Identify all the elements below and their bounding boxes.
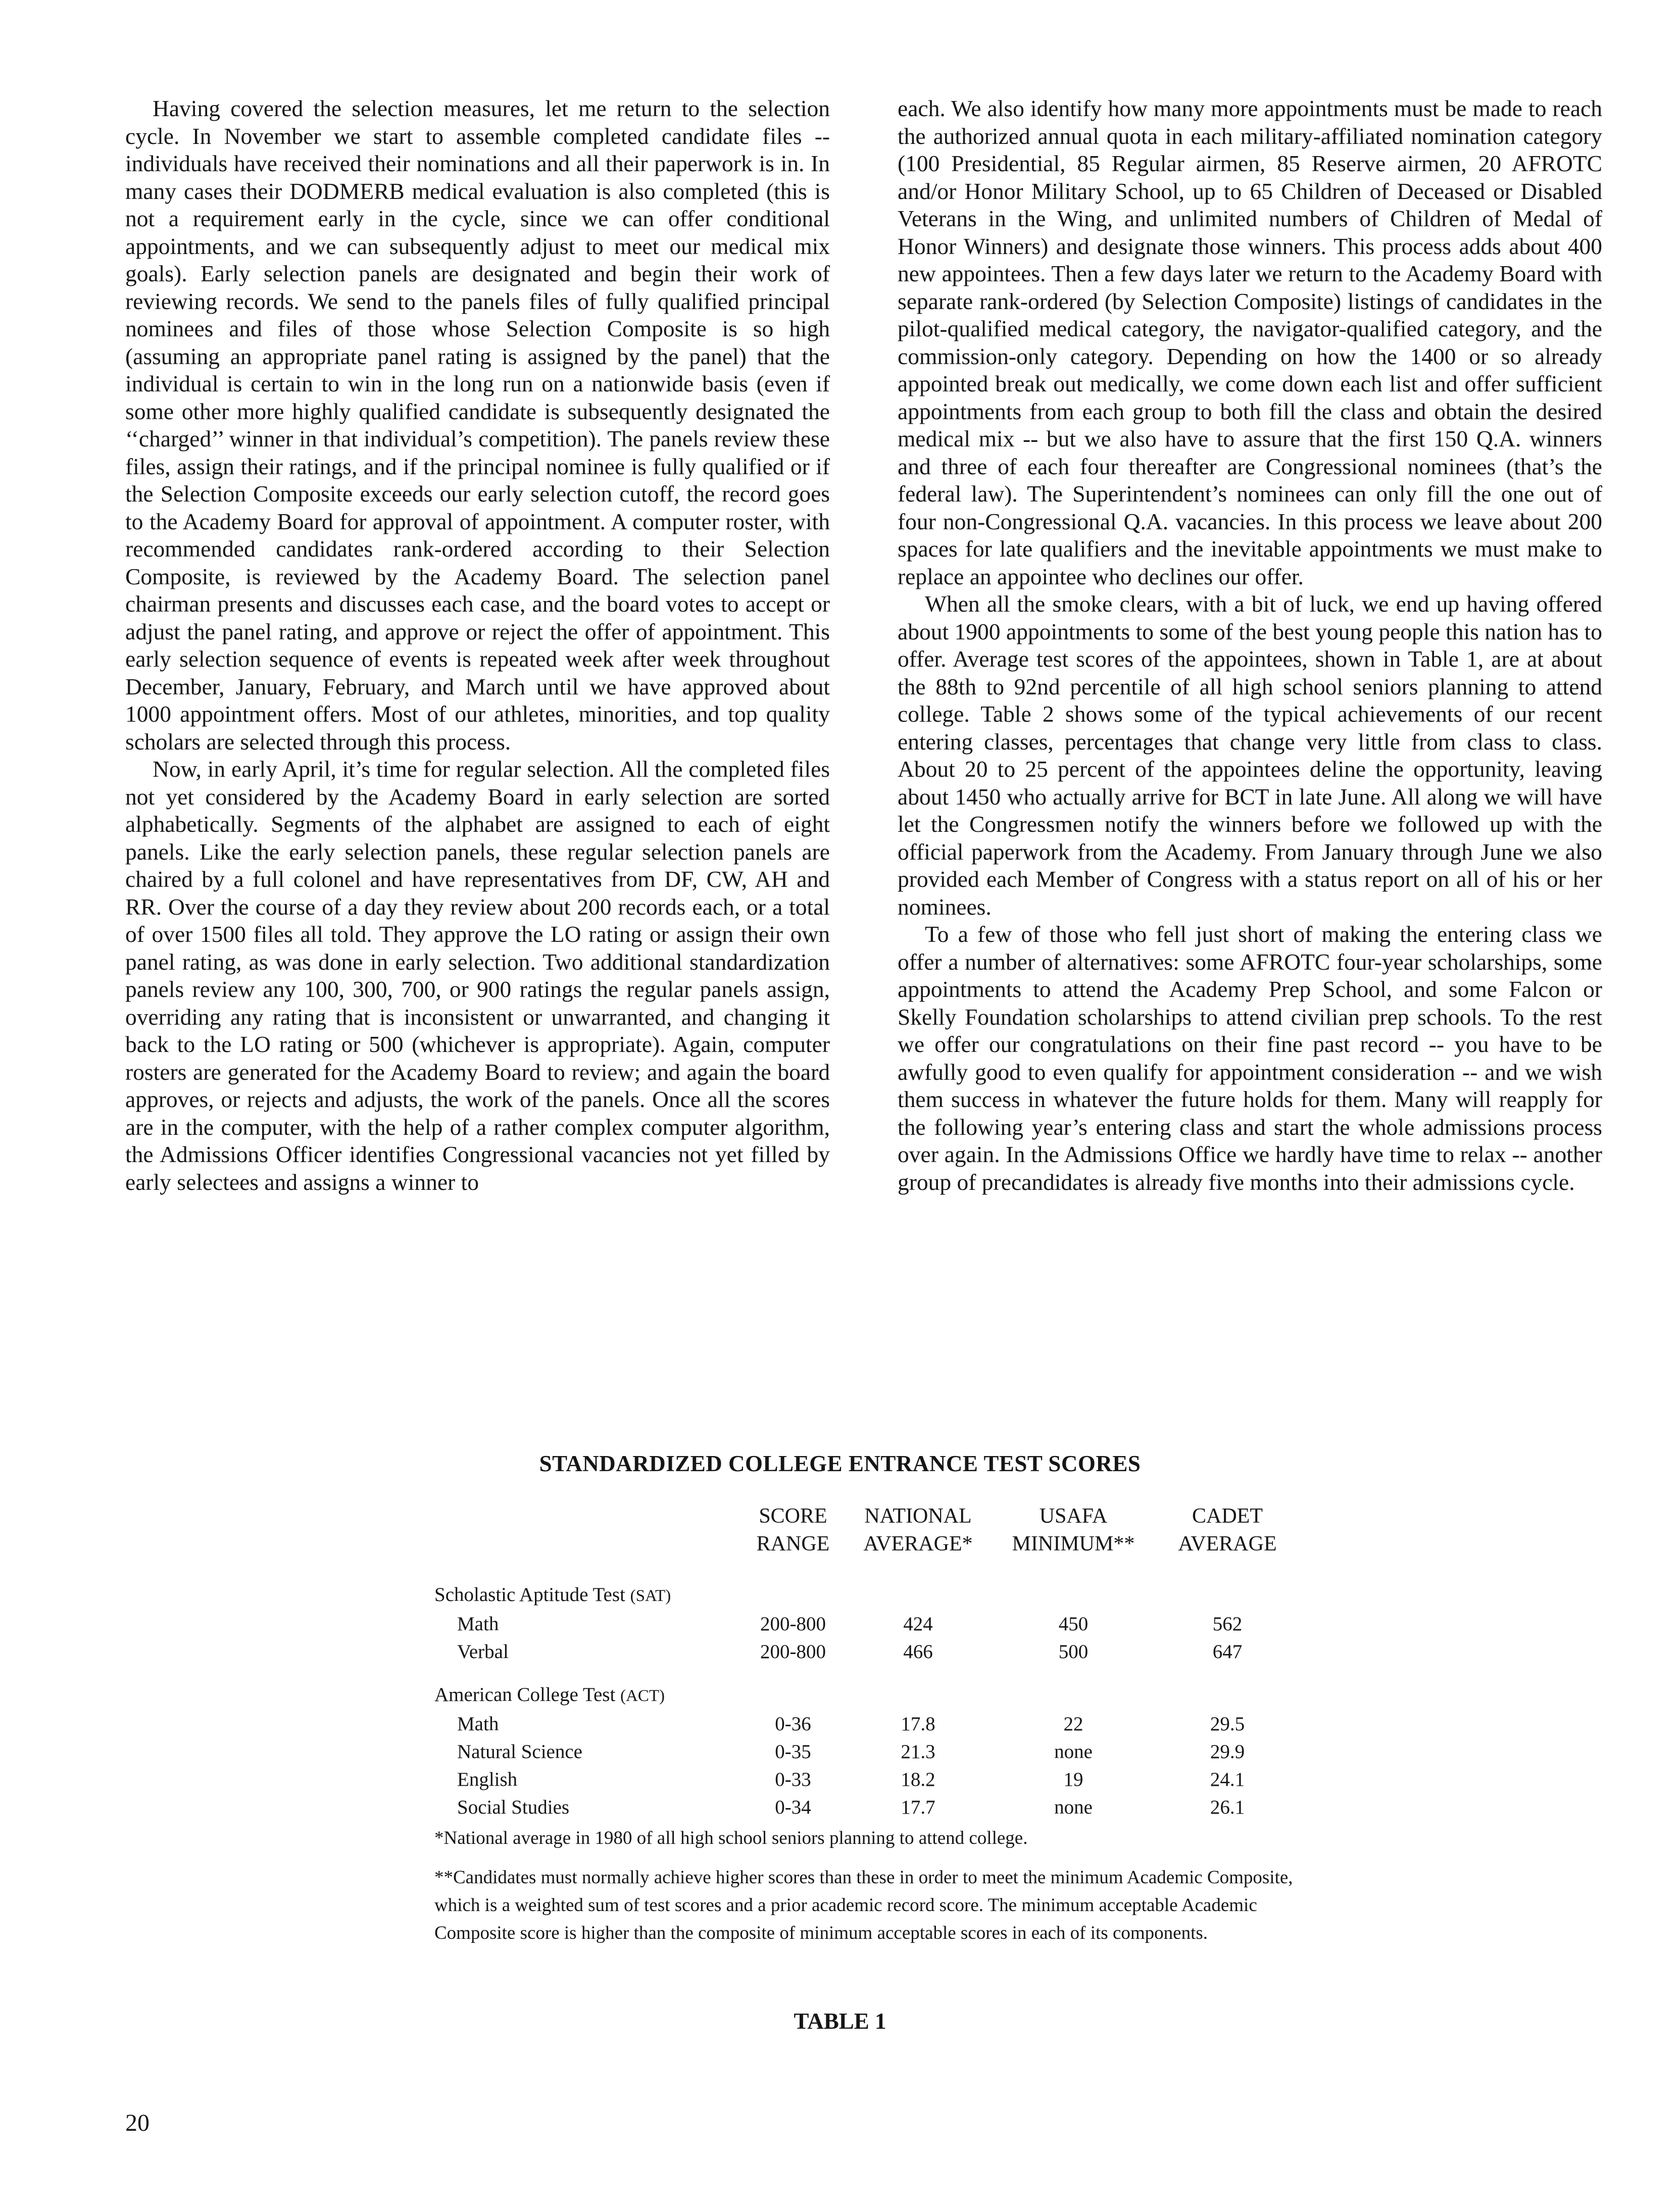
table-footnote-usafa-minimum: **Candidates must normally achieve higher scores than these in order to meet the minimum Academic Composite, which is a weighted sum of test scores and a prior academic record score. The minimum acceptable Academic Composite score is higher than the composite of minimum acceptable scores in each of its components. bbox=[434, 1867, 1293, 1943]
group-label-sat bbox=[434, 1581, 1301, 1610]
paragraph-quota-categories: each. We also identify how many more appointments must be made to reach the authorized annual quota in each military-affiliated nomination category (100 Presidential, 85 Regular airmen, 85 Reserve airmen, 20 AFROTC and/or Honor Military School, up to 65 Children of Deceased or Disabled Veterans in the Wing, and unlimited numbers of Children of Medal of Honor Winners) and designate those winners. This process adds about 400 new appointees. Then a few days later we return to the Academy Board with separate rank-ordered (by Selection Composite) listings of candidates in the pilot-qualified medical category, the navigator-qualified category, and the commission-only category. Depending on how the 1400 or so already appointed break out medically, we come down each list and offer sufficient appointments from each group to both fill the class and obtain the desired medical mix -- but we also have to assure that the first 150 Q.A. winners and three of each four thereafter are Congressional nominees (that’s the federal law). The Superintendent’s nominees can only fill the one out of four non-Congressional Q.A. vacancies. In this process we leave about 200 spaces for late qualifiers and the inevitable appointments we must make to replace an appointee who declines our offer. bbox=[898, 95, 1602, 589]
row-cadet-average: 26.1 bbox=[1210, 1796, 1245, 1818]
header-score-range bbox=[743, 1502, 844, 1581]
paragraph-selection-cycle: Having covered the selection measures, let me return to the selection cycle. In November we start to assemble completed candidate files -- individuals have received their nominations and all their paperwork is in. In many cases their DODMERB medical evaluation is also completed (this is not a requirement early in the cycle, since we can offer conditional appointments, and we can subsequently adjust to meet our medical mix goals). Early selection panels are designated and begin their work of reviewing records. We send to the panels files of fully qualified principal nominees and files of those whose Selection Composite is so high (assuming an appropriate panel rating is assigned by the panel) that the individual is certain to win in the long run on a nationwide basis (even if some other more highly qualified candidate is subsequently designated the ‘‘charged’’ winner in that individual’s competition). The panels review these files, assign their ratings, and if the principal nominee is fully qualified or if the Selection Composite exceeds our early selection cutoff, the record goes to the Academy Board for approval of appointment. A computer roster, with recommended candidates rank-ordered according to their Selection Composite, is reviewed by the Academy Board. The selection panel chairman presents and discusses each case, and the board votes to accept or adjust the panel rating, and approve or reject the offer of appointment. This early selection sequence of events is repeated week after week throughout December, January, February, and March until we have approved about 1000 appointment offers. Most of our athletes, minorities, and top quality scholars are selected through this process. bbox=[125, 95, 830, 755]
table-row bbox=[434, 1610, 1301, 1638]
header-national-average-line1: NATIONAL bbox=[864, 1505, 972, 1528]
header-cadet-average bbox=[1154, 1502, 1301, 1581]
header-cadet-average-line1: CADET bbox=[1192, 1505, 1263, 1528]
row-usafa-minimum: 450 bbox=[1058, 1613, 1089, 1635]
row-national-average: 17.8 bbox=[901, 1713, 935, 1735]
row-score-range: 200-800 bbox=[760, 1641, 826, 1663]
test-scores-table bbox=[434, 1502, 1301, 1821]
row-national-average: 466 bbox=[903, 1641, 933, 1663]
group-label-act-text: American College Test bbox=[434, 1684, 616, 1706]
row-score-range: 0-34 bbox=[775, 1796, 811, 1818]
row-usafa-minimum: none bbox=[1054, 1741, 1093, 1763]
row-cadet-average: 562 bbox=[1212, 1613, 1243, 1635]
row-score-range: 0-36 bbox=[775, 1713, 811, 1735]
row-usafa-minimum: 500 bbox=[1058, 1641, 1089, 1663]
group-label-act bbox=[434, 1681, 1301, 1710]
table-spacer-row bbox=[434, 1666, 1301, 1681]
row-usafa-minimum: none bbox=[1054, 1796, 1093, 1818]
row-cadet-average: 24.1 bbox=[1210, 1769, 1245, 1790]
table-title: STANDARDIZED COLLEGE ENTRANCE TEST SCORES bbox=[539, 1451, 1141, 1476]
row-subject: Math bbox=[457, 1613, 499, 1635]
row-subject: Natural Science bbox=[457, 1741, 582, 1763]
left-text-column bbox=[125, 95, 830, 1196]
header-cadet-average-line2: AVERAGE bbox=[1178, 1532, 1277, 1556]
paragraph-appointments-offered: When all the smoke clears, with a bit of luck, we end up having offered about 1900 appointments to some of the best young people this nation has to offer. Average test scores of the appointees, shown in Table 1, are at about the 88th to 92nd percentile of all high school seniors planning to attend college. Table 2 shows some of the typical achievements of our recent entering classes, percentages that change very little from class to class. About 20 to 25 percent of the appointees deline the opportunity, leaving about 1450 who actually arrive for BCT in late June. All along we will have let the Congressmen notify the winners before we followed up with the official paperwork from the Academy. From January through June we also provided each Member of Congress with a status report on all of his or her nominees. bbox=[898, 591, 1602, 920]
table-footnote-national-average: *National average in 1980 of all high school seniors planning to attend college. bbox=[434, 1828, 1028, 1848]
header-score-range-line2: RANGE bbox=[756, 1532, 830, 1556]
table-spacer-cell bbox=[434, 1666, 1301, 1681]
table-group-row-act bbox=[434, 1681, 1301, 1710]
header-usafa-minimum bbox=[993, 1502, 1154, 1581]
row-national-average: 18.2 bbox=[901, 1769, 935, 1790]
table-caption: TABLE 1 bbox=[794, 2009, 886, 2034]
row-national-average: 21.3 bbox=[901, 1741, 935, 1763]
row-subject: Math bbox=[457, 1713, 499, 1735]
row-national-average: 17.7 bbox=[901, 1796, 935, 1818]
header-usafa-minimum-line2: MINIMUM** bbox=[1012, 1532, 1135, 1556]
row-score-range: 0-35 bbox=[775, 1741, 811, 1763]
row-subject: Social Studies bbox=[457, 1796, 570, 1818]
row-score-range: 200-800 bbox=[760, 1613, 826, 1635]
row-usafa-minimum: 19 bbox=[1063, 1769, 1083, 1790]
table-group-row-sat bbox=[434, 1581, 1301, 1610]
row-national-average: 424 bbox=[903, 1613, 933, 1635]
table-row bbox=[434, 1638, 1301, 1666]
row-cadet-average: 29.5 bbox=[1210, 1713, 1245, 1735]
group-label-sat-text: Scholastic Aptitude Test bbox=[434, 1584, 625, 1606]
header-national-average bbox=[844, 1502, 993, 1581]
row-usafa-minimum: 22 bbox=[1063, 1713, 1083, 1735]
row-subject: Verbal bbox=[457, 1641, 509, 1663]
paragraph-alternatives: To a few of those who fell just short of making the entering class we offer a number of alternatives: some AFROTC four-year scholarships, some appointments to attend the Academy Prep School, and some Falcon or Skelly Foundation scholarships to attend civilian prep schools. To the rest we offer our congratulations on their fine past record -- you have to be awfully good to even qualify for appointment consideration -- and we wish them success in whatever the future holds for them. Many will reapply for the following year’s entering class and start the whole admissions process over again. In the Admissions Office we hardly have time to relax -- another group of precandidates is already five months into their admissions cycle. bbox=[898, 921, 1602, 1195]
page-number: 20 bbox=[125, 2110, 150, 2136]
row-cadet-average: 29.9 bbox=[1210, 1741, 1245, 1763]
paragraph-regular-selection: Now, in early April, it’s time for regular selection. All the completed files not yet considered by the Academy Board in early selection are sorted alphabetically. Segments of the alphabet are assigned to each of eight panels. Like the early selection panels, these regular selection panels are chaired by a full colonel and have representatives from DF, CW, AH and RR. Over the course of a day they review about 200 records each, or a total of over 1500 files all told. They approve the LO rating or assign their own panel rating, as was done in early selection. Two additional standardization panels review any 100, 300, 700, or 900 ratings the regular panels assign, overriding any rating that is inconsistent or unwarranted, and changing it back to the LO rating or 500 (whichever is appropriate). Again, computer rosters are generated for the Academy Board to review; and again the board approves, or rejects and adjusts, the work of the panels. Once all the scores are in the computer, with the help of a rather complex computer algorithm, the Admissions Officer identifies Congressional vacancies not yet filled by early selectees and assigns a winner to bbox=[125, 756, 830, 1195]
group-label-act-abbr: (ACT) bbox=[620, 1687, 665, 1705]
row-score-range: 0-33 bbox=[775, 1769, 811, 1790]
row-cadet-average: 647 bbox=[1212, 1641, 1243, 1663]
group-label-sat-abbr: (SAT) bbox=[630, 1587, 671, 1605]
table-row bbox=[434, 1710, 1301, 1738]
header-blank bbox=[434, 1502, 743, 1581]
table-row bbox=[434, 1766, 1301, 1793]
header-score-range-line1: SCORE bbox=[759, 1505, 827, 1528]
header-national-average-line2: AVERAGE* bbox=[863, 1532, 973, 1556]
header-usafa-minimum-line1: USAFA bbox=[1039, 1505, 1108, 1528]
table-row bbox=[434, 1793, 1301, 1821]
table-row bbox=[434, 1738, 1301, 1766]
table-header-row bbox=[434, 1502, 1301, 1581]
row-subject: English bbox=[457, 1769, 518, 1790]
right-text-column bbox=[898, 95, 1602, 1196]
